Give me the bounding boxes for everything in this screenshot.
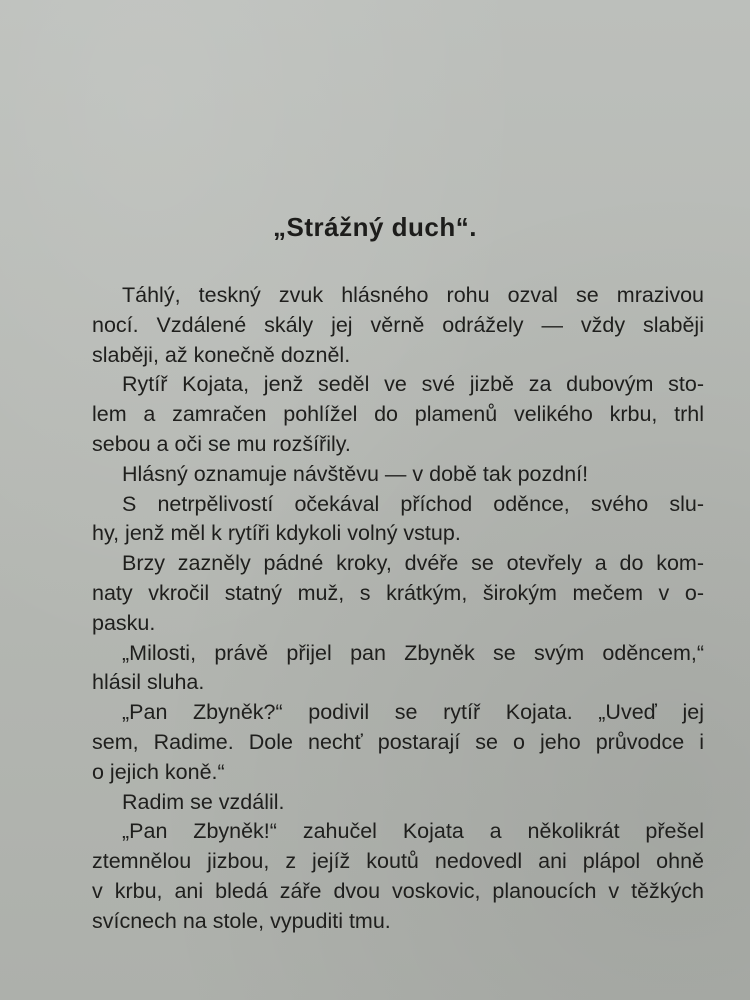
text-line: Brzy zazněly pádné kroky, dvéře se otevřely a do kom-: [122, 551, 704, 576]
text-line: hlásil sluha.: [92, 670, 205, 695]
chapter-title: „Strážný duch“.: [273, 212, 477, 242]
text-line: svícnech na stole, vypuditi tmu.: [92, 908, 391, 933]
text-line: hy, jenž měl k rytíři kdykoli volný vstup.: [92, 521, 461, 546]
text-line: lem a zamračen pohlížel do plamenů velikého krbu, trhl: [92, 402, 704, 427]
body-text: [92, 281, 704, 937]
text-line: nocí. Vzdálené skály jej věrně odrážely — vždy slaběji: [92, 312, 704, 337]
text-line: Rytíř Kojata, jenž seděl ve své jizbě za dubovým sto-: [122, 372, 704, 397]
text-line: sebou a oči se mu rozšířily.: [92, 431, 351, 456]
text-line: „Pan Zbyněk!“ zahučel Kojata a několikrát přešel: [122, 819, 704, 844]
text-line: Táhlý, teskný zvuk hlásného rohu ozval se mrazivou: [122, 283, 704, 307]
text-line: „Milosti, právě přijel pan Zbyněk se svým oděncem,“: [122, 640, 704, 665]
text-line: slaběji, až konečně dozněl.: [92, 342, 351, 367]
text-line: pasku.: [92, 610, 156, 635]
text-line: ztemnělou jizbou, z jejíž koutů nedovedl ani plápol ohně: [92, 849, 704, 874]
text-line: S netrpělivostí očekával příchod oděnce, svého slu-: [122, 491, 704, 516]
text-line: Radim se vzdálil.: [122, 789, 285, 814]
text-line: naty vkročil statný muž, s krátkým, širokým mečem v o-: [92, 580, 704, 605]
text-line: v krbu, ani bledá záře dvou voskovic, planoucích v těžkých: [92, 878, 704, 903]
text-line: sem, Radime. Dole nechť postarají se o jeho průvodce i: [92, 729, 704, 754]
text-line: „Pan Zbyněk?“ podivil se rytíř Kojata. „Uveď jej: [122, 700, 704, 725]
text-line: o jejich koně.“: [92, 759, 225, 784]
text-line: Hlásný oznamuje návštěvu — v době tak pozdní!: [122, 461, 589, 486]
